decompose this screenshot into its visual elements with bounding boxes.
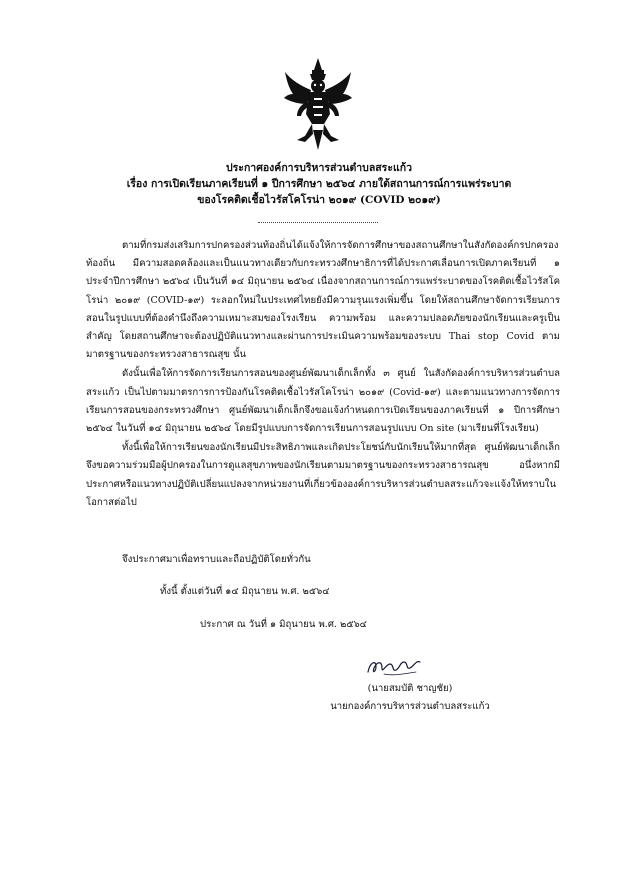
announce-statement: จึงประกาศมาเพื่อทราบและถือปฏิบัติโดยทั่วกัน (122, 554, 311, 565)
dotted-divider (258, 222, 378, 223)
paragraph-background: ตามที่กรมส่งเสริมการปกครองส่วนท้องถิ่นได้แจ้งให้การจัดการศึกษาของสถานศึกษาในสังกัดองค์กรปกครองท้องถิ่น มีความสอดคล้องและเป็นแนวทางเดียวกับกระทรวงศึกษาธิการที่ได้ประกาศเลื่อนการเปิดภาคเรียนที่ ๑ ประจำปีการศึกษา ๒๕๖๔ เป็นวันที่ ๑๔ มิถุนายน ๒๕๖๔ เนื่องจากสถานการณ์การแพร่ระบาดของโรคติดเชื้อไวรัสโคโรน่า ๒๐๑๙ (COVID-๑๙) ระลอกใหม่ในประเทศไทยยังมีความรุนแรงเพิ่มขึ้น โดยให้สถานศึกษาจัดการเรียนการสอนในรูปแบบที่ต้องคำนึงถึงความเหมาะสมของโรงเรียน ความพร้อม และความปลอดภัยของนักเรียนและครูเป็นสำคัญ โดยสถานศึกษาจะต้องปฏิบัติแนวทางและผ่านการประเมินความพร้อมของระบบ Thai stop Covid ตามมาตรฐานของกระทรวงสาธารณสุข นั้น (86, 240, 560, 361)
signer-position: นายกองค์การบริหารส่วนตำบลสระแก้ว (330, 701, 490, 712)
subject-line: เรื่อง การเปิดเรียนภาคเรียนที่ ๑ ปีการศึกษา ๒๕๖๔ ภายใต้สถานการณ์การแพร่ระบาด (126, 178, 512, 190)
paragraph-cooperation: ทั้งนี้เพื่อให้การเรียนของนักเรียนมีประสิทธิภาพและเกิดประโยชน์กับนักเรียนให้มากที่สุด ศูนย์พัฒนาเด็กเล็กจึงขอความร่วมมือผู้ปกครองในการดูแลสุขภาพของนักเรียนตามมาตรฐานของกระทรวงสาธารณสุข อนึ่งหากมีประกาศหรือแนวทางปฏิบัติเปลี่ยนแปลงจากหน่วยงานที่เกี่ยวข้ององค์การบริหารส่วนตำบลสระแก้วจะแจ้งให้ทราบในโอกาสต่อไป (86, 442, 560, 508)
signer-name: (นายสมบัติ ชาญชัย) (367, 683, 453, 694)
announcement-date: ประกาศ ณ วันที่ ๑ มิถุนายน พ.ศ. ๒๕๖๔ (200, 619, 367, 630)
handwritten-signature-icon (364, 654, 424, 680)
announcement-body (86, 237, 560, 513)
announcement-header (40, 160, 598, 208)
effective-date: ทั้งนี้ ตั้งแต่วันที่ ๑๔ มิถุนายน พ.ศ. ๒๕๖๔ (160, 586, 330, 597)
organization-title: ประกาศองค์การบริหารส่วนตำบลสระแก้ว (226, 162, 412, 174)
garuda-emblem-icon (283, 58, 353, 150)
paragraph-schedule: ดังนั้นเพื่อให้การจัดการเรียนการสอนของศูนย์พัฒนาเด็กเล็กทั้ง ๓ ศูนย์ ในสังกัดองค์การบริหารส่วนตำบลสระแก้ว เป็นไปตามมาตรการการป้องกันโรคติดเชื้อไวรัสโคโรน่า ๒๐๑๙ (Covid-๑๙) และตามแนวทางการจัดการเรียนการสอนของกระทรวงศึกษา ศูนย์พัฒนาเด็กเล็กจึงขอแจ้งกำหนดการเปิดเรียนของภาคเรียนที่ ๑ ปีการศึกษา ๒๕๖๔ ในวันที่ ๑๔ มิถุนายน ๒๕๖๔ โดยมีรูปแบบการจัดการเรียนการสอนรูปแบบ On site (มาเรียนที่โรงเรียน) (86, 368, 560, 435)
subject-line-continued: ของโรคติดเชื้อไวรัสโคโรน่า ๒๐๑๙ (COVID ๒๐๑๙) (197, 194, 441, 206)
